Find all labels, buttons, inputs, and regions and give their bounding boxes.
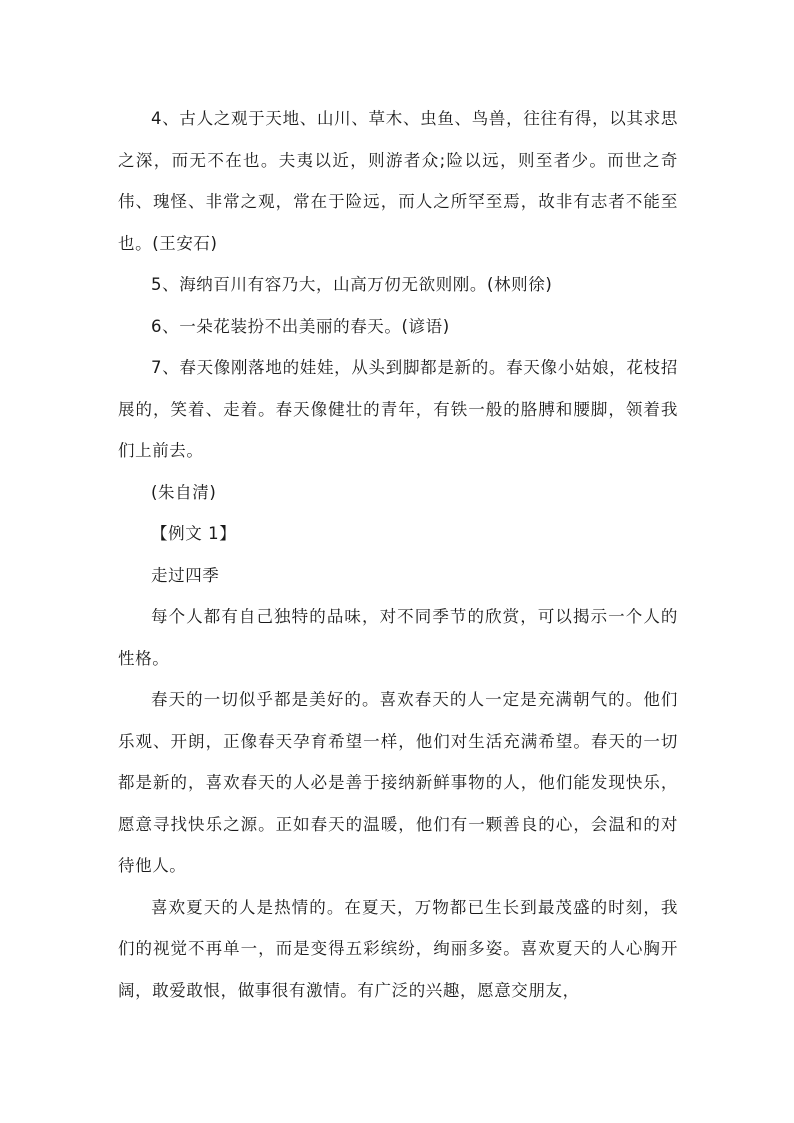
example-heading: 【例文 1】 bbox=[151, 524, 237, 543]
paragraph-quote-4: 4、古人之观于天地、山川、草木、虫鱼、鸟兽，往往有得，以其求思之深，而无不在也。夫夷以近，则游者众;险以远，则至者少。而世之奇伟、瑰怪、非常之观，常在于险远，而人之所罕至焉，故非有志者不能至也。(王安石) bbox=[118, 109, 678, 253]
essay-paragraph-intro: 每个人都有自己独特的品味，对不同季节的欣赏，可以揭示一个人的性格。 bbox=[118, 607, 678, 668]
paragraph-quote-7: 7、春天像刚落地的娃娃，从头到脚都是新的。春天像小姑娘，花枝招展的，笑着、走着。春天像健壮的青年，有铁一般的胳膊和腰脚，领着我们上前去。 bbox=[118, 358, 678, 460]
essay-paragraph-spring: 春天的一切似乎都是美好的。喜欢春天的人一定是充满朝气的。他们乐观、开朗，正像春天孕育希望一样，他们对生活充满希望。春天的一切都是新的，喜欢春天的人必是善于接纳新鲜事物的人，他们能发现快乐，愿意寻找快乐之源。正如春天的温暖，他们有一颗善良的心，会温和的对待他人。 bbox=[118, 690, 678, 875]
essay-paragraph-summer: 喜欢夏天的人是热情的。在夏天，万物都已生长到最茂盛的时刻，我们的视觉不再单一，而是变得五彩缤纷，绚丽多姿。喜欢夏天的人心胸开阔，敢爱敢恨，做事很有激情。有广泛的兴趣，愿意交朋友， bbox=[118, 897, 678, 1000]
paragraph-quote-6: 6、一朵花装扮不出美丽的春天。(谚语) bbox=[151, 316, 450, 336]
quote-attribution: (朱自清) bbox=[151, 482, 217, 502]
paragraph-quote-5: 5、海纳百川有容乃大，山高万仞无欲则刚。(林则徐) bbox=[151, 275, 553, 294]
document-page bbox=[118, 98, 678, 1011]
essay-title: 走过四季 bbox=[151, 565, 220, 585]
